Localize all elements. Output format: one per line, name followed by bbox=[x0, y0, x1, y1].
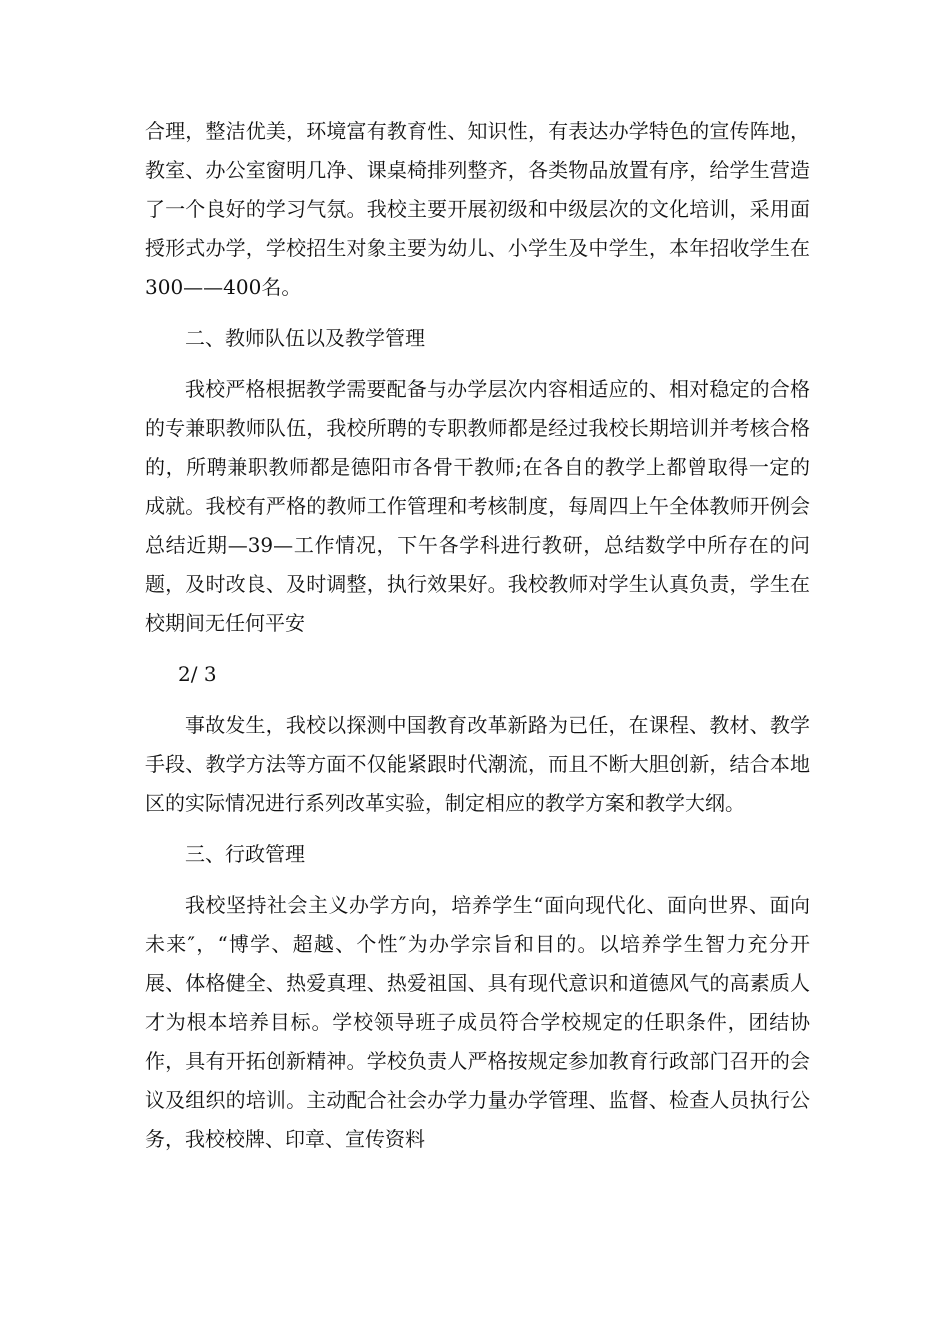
section-heading-teachers: 二、教师队伍以及教学管理 bbox=[185, 326, 425, 350]
paragraph-reform: 事故发生，我校以探测中国教育改革新路为已任，在课程、教材、教学手段、教学方法等方面不仅能紧跟时代潮流，而且不断大胆创新，结合本地区的实际情况进行系列改革实验，制定相应的教学方案和教学大纲。 bbox=[145, 713, 810, 815]
paragraph-facilities: 合理，整洁优美，环境富有教育性、知识性，有表达办学特色的宣传阵地，教室、办公室窗明几净、课桌椅排列整齐，各类物品放置有序，给学生营造了一个良好的学习气氛。我校主要开展初级和中级层次的文化培训，采用面授形式办学，学校招生对象主要为幼儿、小学生及中学生，本年招收学生在300——400名。 bbox=[145, 119, 810, 299]
page-number: 2/ 3 bbox=[178, 662, 217, 686]
section-heading-administration: 三、行政管理 bbox=[185, 842, 305, 866]
paragraph-administration: 我校坚持社会主义办学方向，培养学生“面向现代化、面向世界、面向未来″，“博学、超越、个性″为办学宗旨和目的。以培养学生智力充分开展、体格健全、热爱真理、热爱祖国、具有现代意识和道德风气的高素质人才为根本培养目标。学校领导班子成员符合学校规定的任职条件，团结协作，具有开拓创新精神。学校负责人严格按规定参加教育行政部门召开的会议及组织的培训。主动配合社会办学力量办学管理、监督、检查人员执行公务，我校校牌、印章、宣传资料 bbox=[145, 893, 810, 1151]
document-body bbox=[145, 112, 810, 1171]
paragraph-teachers: 我校严格根据教学需要配备与办学层次内容相适应的、相对稳定的合格的专兼职教师队伍，我校所聘的专职教师都是经过我校长期培训并考核合格的，所聘兼职教师都是德阳市各骨干教师;在各自的教学上都曾取得一定的成就。我校有严格的教师工作管理和考核制度，每周四上午全体教师开例会总结近期—39—工作情况，下午各学科进行教研，总结数学中所存在的问题，及时改良、及时调整，执行效果好。我校教师对学生认真负责，学生在校期间无任何平安 bbox=[145, 377, 810, 635]
